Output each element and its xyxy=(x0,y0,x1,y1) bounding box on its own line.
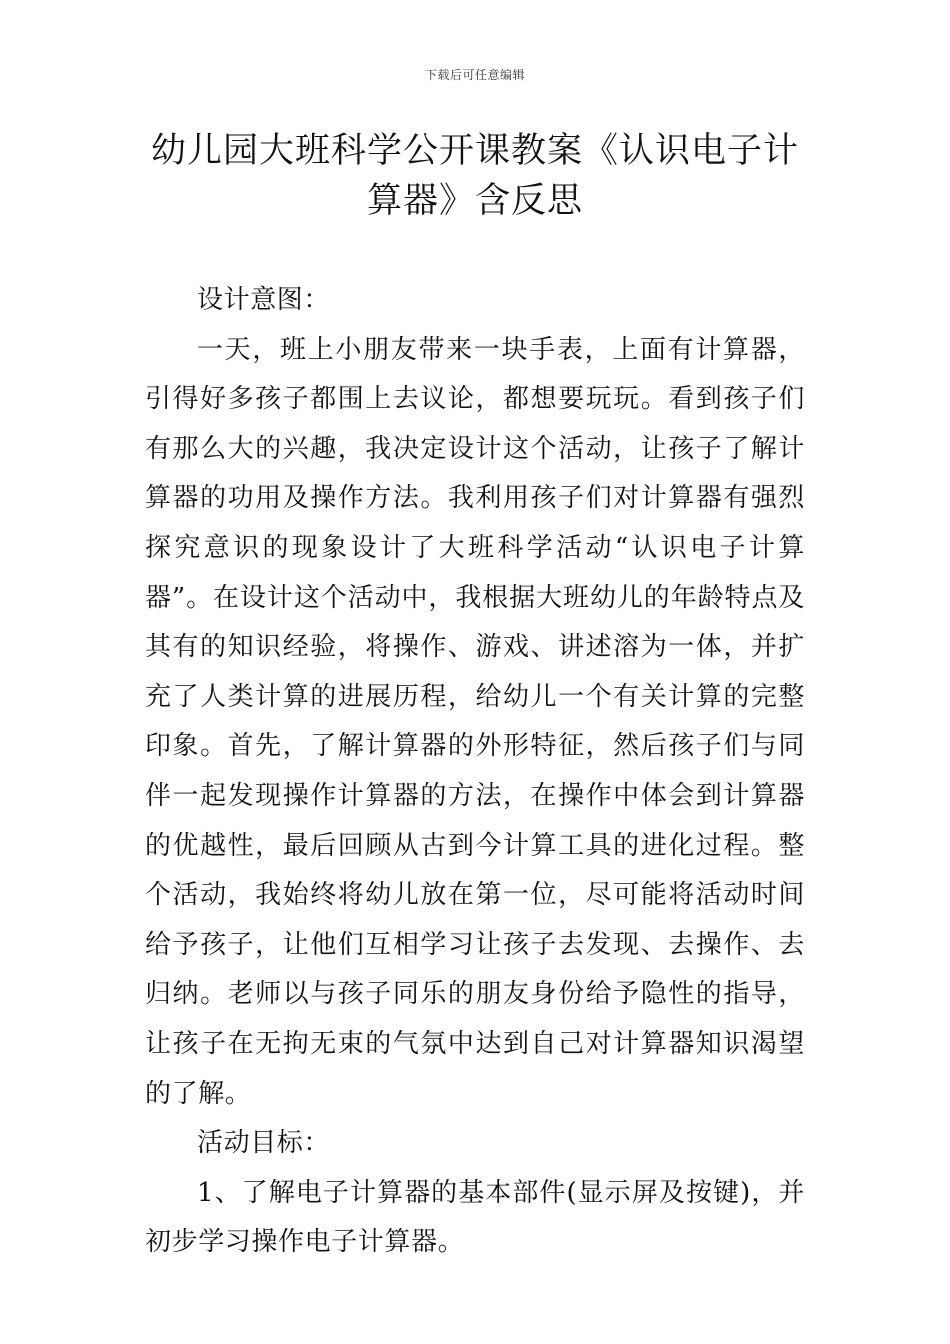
header-note: 下载后可任意编辑 xyxy=(424,68,525,82)
section-heading-activity-goals: 活动目标： xyxy=(197,1128,331,1159)
section-heading-design-intent: 设计意图： xyxy=(197,285,331,315)
document-body xyxy=(145,276,805,1268)
design-intent-paragraph: 一天，班上小朋友带来一块手表，上面有计算器，引得好多孩子都围上去议论，都想要玩玩。看到孩子们有那么大的兴趣，我决定设计这个活动，让孩子了解计算器的功用及操作方法。我利用孩子们对计算器有强烈探究意识的现象设计了大班科学活动“认识电子计算器”。在设计这个活动中，我根据大班幼儿的年龄特点及其有的知识经验，将操作、游戏、讲述溶为一体，并扩充了人类计算的进展历程，给幼儿一个有关计算的完整印象。首先，了解计算器的外形特征，然后孩子们与同伴一起发现操作计算器的方法，在操作中体会到计算器的优越性，最后回顾从古到今计算工具的进化过程。整个活动，我始终将幼儿放在第一位，尽可能将活动时间给予孩子，让他们互相学习让孩子去发现、去操作、去归纳。老师以与孩子同乐的朋友身份给予隐性的指导，让孩子在无拘无束的气氛中达到自己对计算器知识渴望的了解。 xyxy=(145,334,805,1109)
activity-goal-item: 1、了解电子计算器的基本部件(显示屏及按键)，并初步学习操作电子计算器。 xyxy=(145,1177,805,1258)
document-title: 幼儿园大班科学公开课教案《认识电子计算器》含反思 xyxy=(150,131,799,221)
